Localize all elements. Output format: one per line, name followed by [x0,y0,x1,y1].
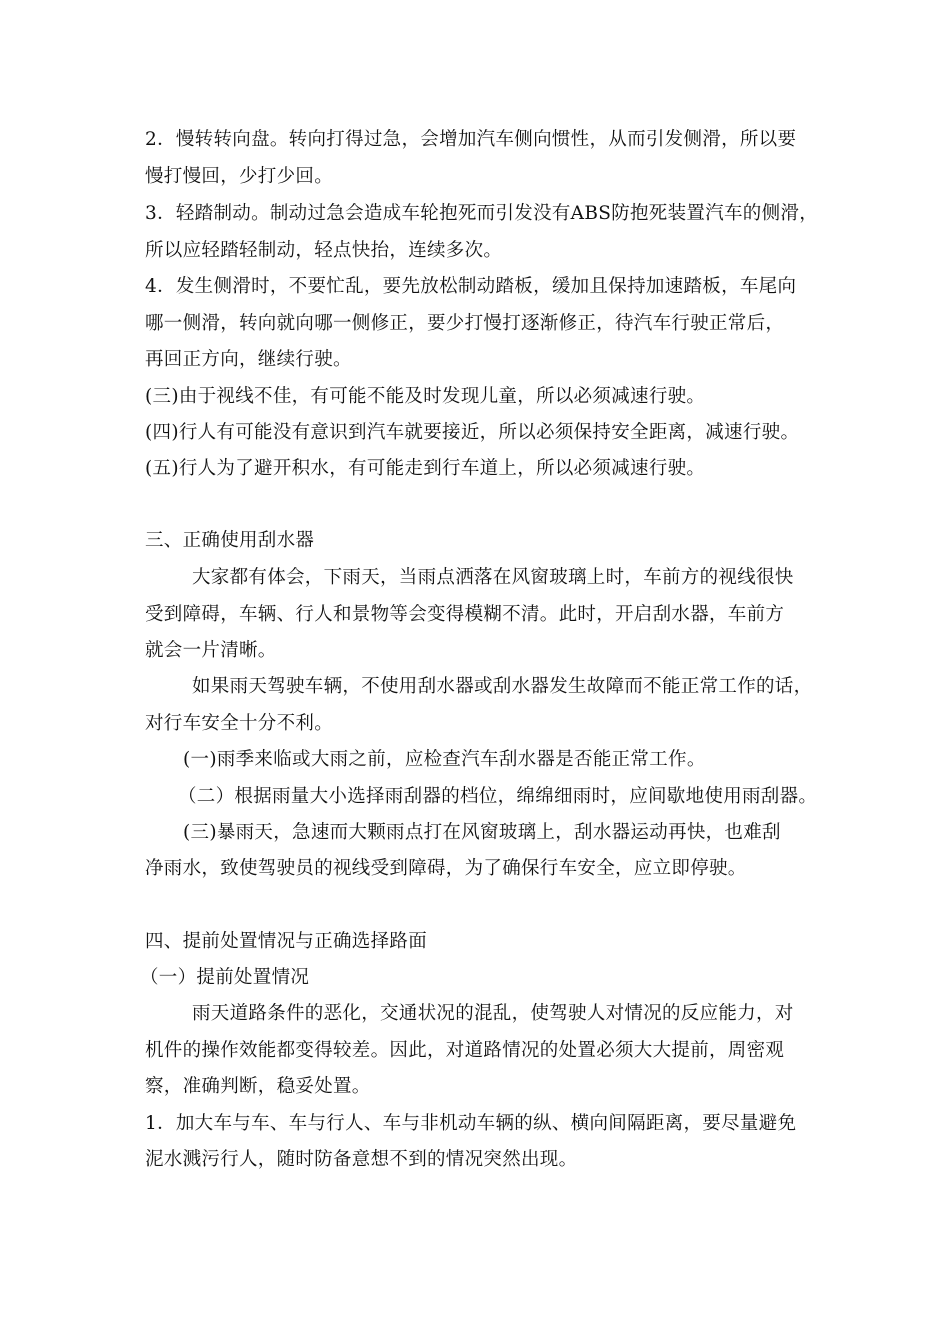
wiper-point-2: （二）根据雨量大小选择雨刮器的档位，绵绵细雨时，应间歇地使用雨刮器。 [178,786,818,807]
section-4-para-1-line-3: 察，准确判断，稳妥处置。 [145,1076,371,1097]
section-3-para-1-line-2: 受到障碍，车辆、行人和景物等会变得模糊不清。此时，开启刮水器，车前方 [145,604,785,625]
section-4-para-1-line-2: 机件的操作效能都变得较差。因此，对道路情况的处置必须大大提前，周密观 [145,1040,785,1061]
section-4-item-1-line-2: 泥水溅污行人，随时防备意想不到的情况突然出现。 [145,1149,578,1170]
wiper-point-1: (一)雨季来临或大雨之前，应检查汽车刮水器是否能正常工作。 [183,749,706,770]
section-3-para-1-line-1: 大家都有体会，下雨天，当雨点洒落在风窗玻璃上时，车前方的视线很快 [192,567,794,588]
item-3-line-1: 3．轻踏制动。制动过急会造成车轮抱死而引发没有ABS防抱死装置汽车的侧滑， [145,203,819,224]
point-3: (三)由于视线不佳，有可能不能及时发现儿童，所以必须减速行驶。 [145,386,706,407]
item-2-line-1: 2．慢转转向盘。转向打得过急，会增加汽车侧向惯性，从而引发侧滑，所以要 [145,129,797,150]
section-4-heading: 四、提前处置情况与正确选择路面 [145,931,428,952]
section-3-para-2-line-1: 如果雨天驾驶车辆，不使用刮水器或刮水器发生故障而不能正常工作的话， [192,676,813,697]
section-3-para-1-line-3: 就会一片清晰。 [145,640,277,661]
item-4-line-2: 哪一侧滑，转向就向哪一侧修正，要少打慢打逐渐修正，待汽车行驶正常后， [145,313,785,334]
point-4: (四)行人有可能没有意识到汽车就要接近，所以必须保持安全距离，减速行驶。 [145,422,800,443]
section-3-para-2-line-2: 对行车安全十分不利。 [145,713,334,734]
section-4-subheading: （一）提前处置情况 [140,967,310,988]
item-3-line-2: 所以应轻踏轻制动，轻点快抬，连续多次。 [145,240,503,261]
section-3-heading: 三、正确使用刮水器 [145,530,315,551]
item-2-line-2: 慢打慢回，少打少回。 [145,166,334,187]
item-4-line-1: 4．发生侧滑时，不要忙乱，要先放松制动踏板，缓加且保持加速踏板，车尾向 [145,276,797,297]
section-4-para-1-line-1: 雨天道路条件的恶化，交通状况的混乱，使驾驶人对情况的反应能力，对 [192,1003,794,1024]
point-5: (五)行人为了避开积水，有可能走到行车道上，所以必须减速行驶。 [145,458,706,479]
wiper-point-3-line-2: 净雨水，致使驾驶员的视线受到障碍，为了确保行车安全，应立即停驶。 [145,858,747,879]
wiper-point-3-line-1: (三)暴雨天，急速而大颗雨点打在风窗玻璃上，刮水器运动再快，也难刮 [183,822,781,843]
item-4-line-3: 再回正方向，继续行驶。 [145,349,352,370]
section-4-item-1-line-1: 1．加大车与车、车与行人、车与非机动车辆的纵、横向间隔距离，要尽量避免 [145,1113,797,1134]
